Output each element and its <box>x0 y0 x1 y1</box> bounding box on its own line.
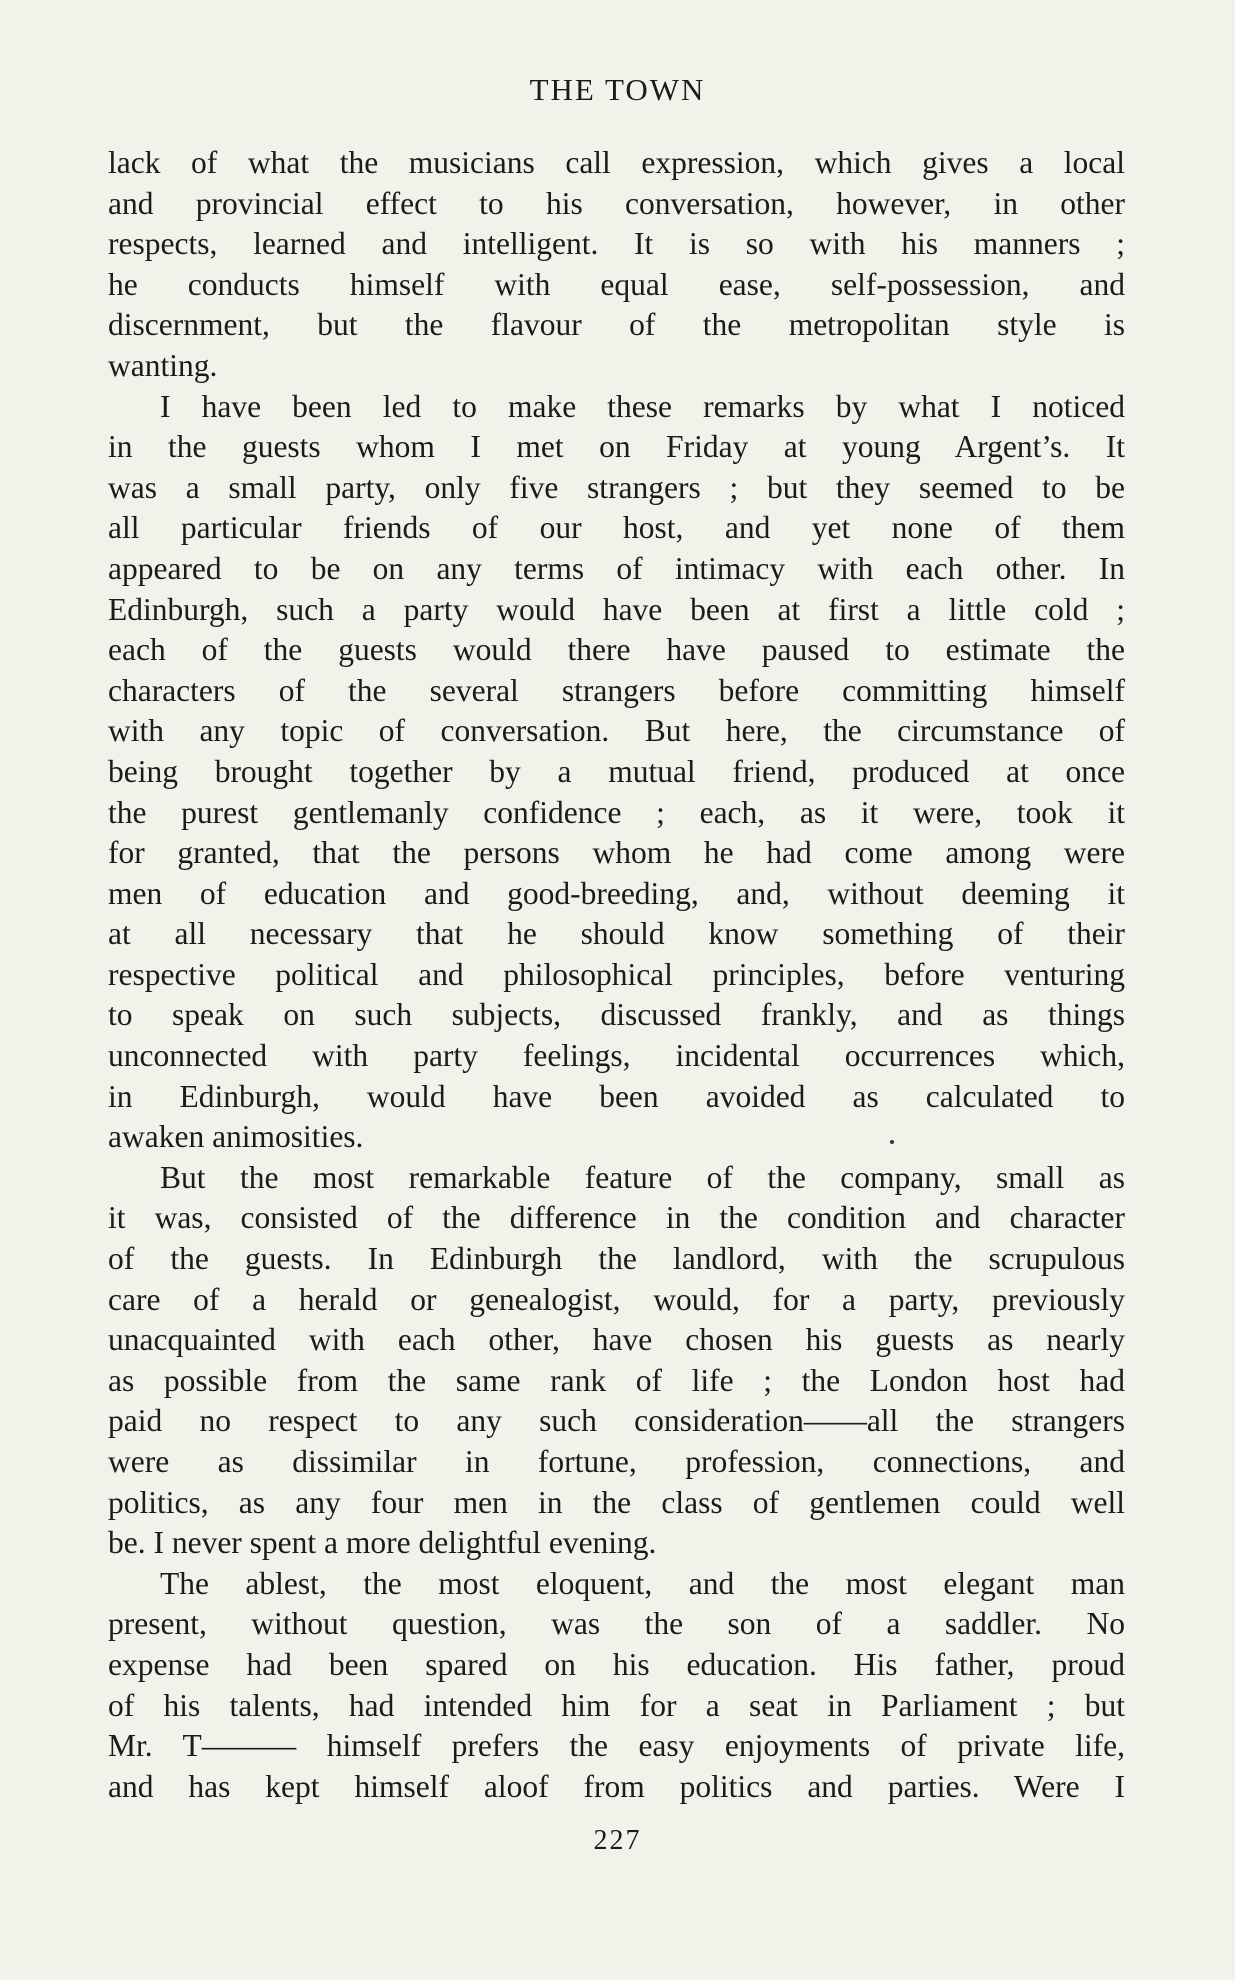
paragraph <box>108 387 1125 1158</box>
text-line: awaken animosities. <box>108 1119 364 1155</box>
text-line: to speak on such subjects, discussed frankly, and as things <box>108 997 1125 1033</box>
text-line: respective political and philosophical principles, before venturing <box>108 956 1125 992</box>
text-line: be. I never spent a more delightful evening. <box>108 1525 657 1561</box>
text-line: of his talents, had intended him for a seat in Parliament ; but <box>108 1687 1125 1723</box>
text-line: was a small party, only five strangers ; but they seemed to be <box>108 469 1125 505</box>
running-head: THE TOWN <box>529 72 706 107</box>
text-line: at all necessary that he should know something of their <box>108 916 1125 952</box>
text-line: characters of the several strangers before committing himself <box>108 672 1125 708</box>
text-line: of the guests. In Edinburgh the landlord, with the scrupulous <box>108 1241 1125 1277</box>
text-line: the purest gentlemanly confidence ; each, as it were, took it <box>108 794 1125 830</box>
text-line: wanting. <box>108 347 218 383</box>
body-text <box>108 143 1125 1807</box>
paragraph <box>108 1564 1125 1808</box>
text-line: care of a herald or genealogist, would, for a party, previously <box>108 1281 1125 1317</box>
text-line: unacquainted with each other, have chosen his guests as nearly <box>108 1322 1125 1358</box>
paragraph <box>108 143 1125 387</box>
text-line: appeared to be on any terms of intimacy with each other. In <box>108 550 1125 586</box>
text-line: present, without question, was the son of a saddler. No <box>108 1606 1125 1642</box>
ink-speck <box>890 1140 894 1144</box>
text-line: Mr. T——— himself prefers the easy enjoyments of private life, <box>108 1728 1125 1764</box>
text-line: Edinburgh, such a party would have been at first a little cold ; <box>108 591 1125 627</box>
text-line: unconnected with party feelings, incidental occurrences which, <box>108 1038 1125 1074</box>
paragraph <box>108 1158 1125 1564</box>
page-number: 227 <box>593 1825 642 1856</box>
text-line: The ablest, the most eloquent, and the most elegant man <box>160 1565 1125 1601</box>
text-line: in Edinburgh, would have been avoided as calculated to <box>108 1078 1125 1114</box>
text-line: were as dissimilar in fortune, profession, connections, and <box>108 1444 1125 1479</box>
text-line: I have been led to make these remarks by what I noticed <box>160 388 1125 424</box>
text-line: expense had been spared on his education. His father, proud <box>108 1646 1125 1682</box>
text-line: discernment, but the flavour of the metropolitan style is <box>108 307 1125 343</box>
text-line: with any topic of conversation. But here, the circumstance of <box>108 713 1125 749</box>
text-line: it was, consisted of the difference in the condition and character <box>108 1200 1125 1236</box>
text-line: being brought together by a mutual friend, produced at once <box>108 753 1125 789</box>
text-line: But the most remarkable feature of the company, small as <box>160 1159 1125 1195</box>
text-line: as possible from the same rank of life ; the London host had <box>108 1362 1125 1398</box>
text-line: respects, learned and intelligent. It is so with his manners ; <box>108 226 1125 262</box>
text-line: and provincial effect to his conversation, however, in other <box>108 185 1125 221</box>
text-line: all particular friends of our host, and yet none of them <box>108 510 1125 546</box>
text-line: in the guests whom I met on Friday at young Argent’s. It <box>108 429 1125 465</box>
text-line: politics, as any four men in the class of gentlemen could well <box>108 1484 1125 1520</box>
text-line: lack of what the musicians call expression, which gives a local <box>108 145 1125 180</box>
text-line: paid no respect to any such consideration——all the strangers <box>108 1403 1125 1439</box>
text-line: men of education and good-breeding, and, without deeming it <box>108 875 1125 911</box>
text-line: for granted, that the persons whom he had come among were <box>108 835 1125 871</box>
text-line: each of the guests would there have paused to estimate the <box>108 632 1125 668</box>
text-line: and has kept himself aloof from politics and parties. Were I <box>108 1768 1125 1804</box>
text-line: he conducts himself with equal ease, self-possession, and <box>108 266 1125 302</box>
